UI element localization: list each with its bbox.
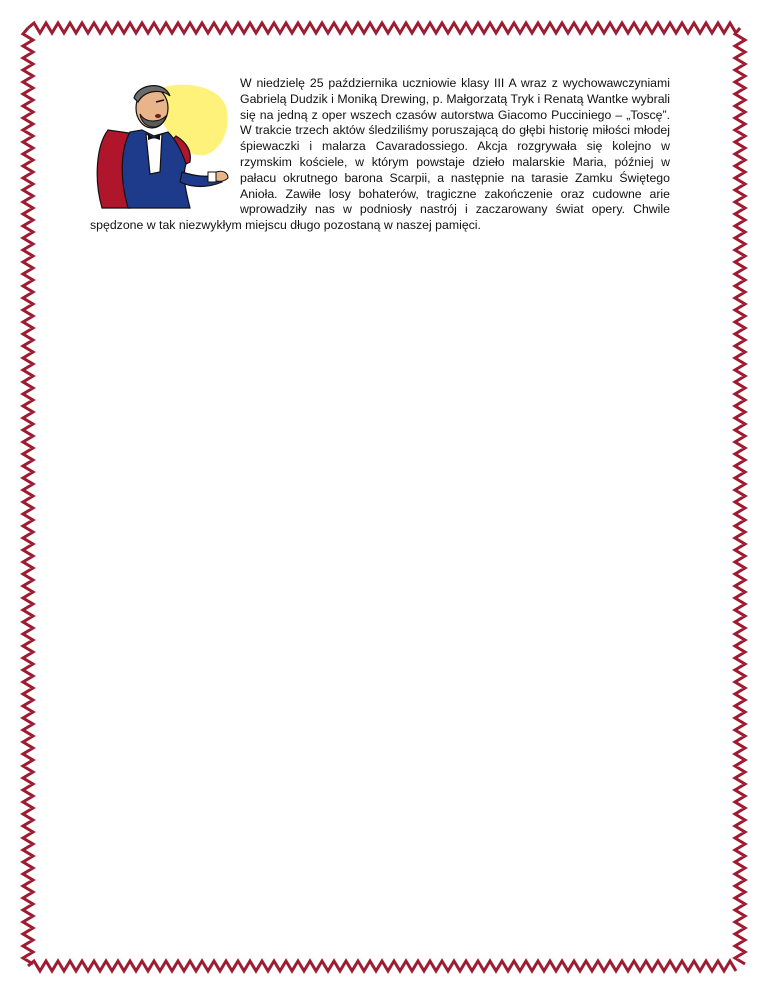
article-body (90, 76, 670, 234)
article-paragraph: W niedzielę 25 października uczniowie klasy III A wraz z wychowawczyniami Gabrielą Dudzik i Moniką Drewing, p. Małgorzatą Tryk i Renatą Wantke wybrali się na jedną z oper wszech czasów autorstwa Giacomo Pucciniego – „Toscę”. W trakcie trzech aktów śledziliśmy poruszającą do głębi historię miłości młodej śpiewaczki i malarza Cavaradossiego. Akcja rozgrywała się kolejno w rzymskim kościele, w którym powstaje dzieło malarskie Maria, później w pałacu okrutnego barona Scarpii, a następnie na tarasie Zamku Świętego Anioła. Zawiłe losy bohaterów, tragiczne zakończenie oraz cudowne arie wprowadziły nas w podniosły nastrój i zaczarowany świat opery. Chwile spędzone w tak niezwykłym miejscu długo pozostaną w naszej pamięci. (90, 76, 670, 233)
border-right (735, 28, 745, 964)
opera-singer-icon (90, 76, 232, 210)
border-top (28, 23, 736, 33)
border-bottom (28, 961, 736, 971)
opera-singer-illustration (90, 76, 232, 210)
border-left (23, 28, 33, 964)
